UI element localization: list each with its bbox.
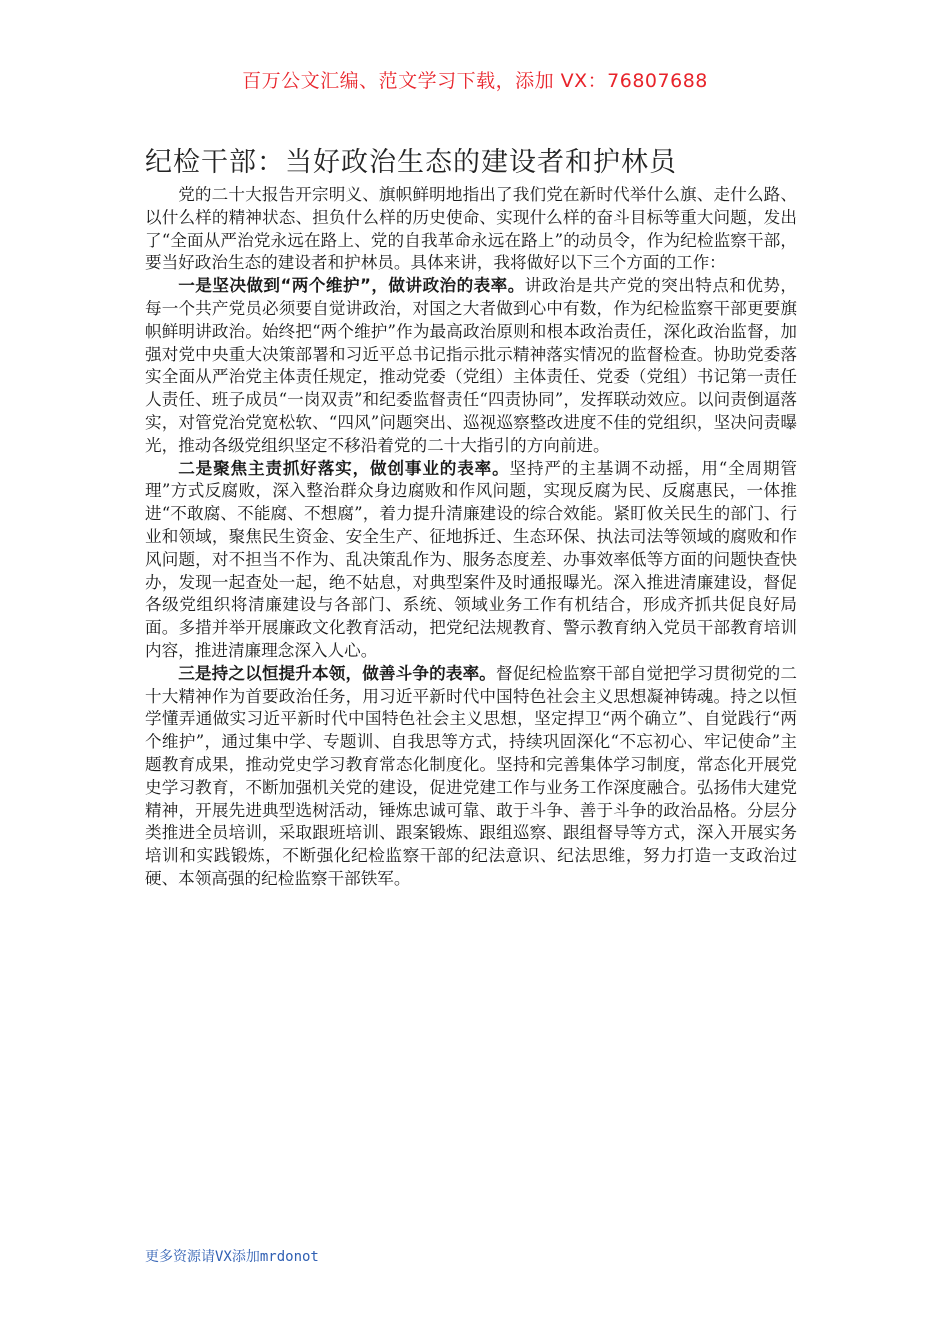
section-paragraph-3 — [145, 663, 797, 891]
intro-paragraph: 党的二十大报告开宗明义、旗帜鲜明地指出了我们党在新时代举什么旗、走什么路、以什么样的精神状态、担负什么样的历史使命、实现什么样的奋斗目标等重大问题，发出了“全面从严治党永远在路上、党的自我革命永远在路上”的动员令，作为纪检监察干部，要当好政治生态的建设者和护林员。具体来讲，我将做好以下三个方面的工作： — [145, 185, 797, 273]
section-heading-2: 二是聚焦主责抓好落实，做创事业的表率。 — [178, 458, 510, 478]
header-banner: 百万公文汇编、范文学习下载，添加 VX：76807688 — [242, 70, 708, 92]
footer-note: 更多资源请VX添加mrdonot — [145, 1249, 319, 1265]
section-text-3: 督促纪检监察干部自觉把学习贯彻党的二十大精神作为首要政治任务，用习近平新时代中国特色社会主义思想凝神铸魂。持之以恒学懂弄通做实习近平新时代中国特色社会主义思想，坚定捍卫“两个确立”、自觉践行“两个维护”，通过集中学、专题训、自我思等方式，持续巩固深化“不忘初心、牢记使命”主题教育成果，推动党史学习教育常态化制度化。坚持和完善集体学习制度，常态化开展党史学习教育，不断加强机关党的建设，促进党建工作与业务工作深度融合。弘扬伟大建党精神，开展先进典型选树活动，锤炼忠诚可靠、敢于斗争、善于斗争的政治品格。分层分类推进全员培训，采取跟班培训、跟案锻炼、跟组巡察、跟组督导等方式，深入开展实务培训和实践锻炼，不断强化纪检监察干部的纪法意识、纪法思维，努力打造一支政治过硬、本领高强的纪检监察干部铁军。 — [145, 663, 798, 888]
section-text-2: 坚持严的主基调不动摇，用“全周期管理”方式反腐败，深入整治群众身边腐败和作风问题，实现反腐为民、反腐惠民，一体推进“不敢腐、不能腐、不想腐”，着力提升清廉建设的综合效能。紧盯攸关民生的部门、行业和领域，聚焦民生资金、安全生产、征地拆迁、生态环保、执法司法等领域的腐败和作风问题，对不担当不作为、乱决策乱作为、服务态度差、办事效率低等方面的问题快查快办，发现一起查处一起，绝不姑息，对典型案件及时通报曝光。深入推进清廉建设，督促各级党组织将清廉建设与各部门、系统、领域业务工作有机结合，形成齐抓共促良好局面。多措并举开展廉政文化教育活动，把党纪法规教育、警示教育纳入党员干部教育培训内容，推进清廉理念深入人心。 — [145, 458, 798, 660]
section-text-1: 讲政治是共产党的突出特点和优势，每一个共产党员必须要自觉讲政治，对国之大者做到心中有数，作为纪检监察干部更要旗帜鲜明讲政治。始终把“两个维护”作为最高政治原则和根本政治责任，深化政治监督，加强对党中央重大决策部署和习近平总书记指示批示精神落实情况的监督检查。协助党委落实全面从严治党主体责任规定，推动党委（党组）主体责任、党委（党组）书记第一责任人责任、班子成员“一岗双责”和纪委监督责任“四责协同”，发挥联动效应。以问责倒逼落实，对管党治党宽松软、“四风”问题突出、巡视巡察整改进度不佳的党组织，坚决问责曝光，推动各级党组织坚定不移沿着党的二十大指引的方向前进。 — [145, 276, 798, 455]
section-heading-3: 三是持之以恒提升本领，做善斗争的表率。 — [178, 663, 497, 683]
section-paragraph-1 — [145, 275, 797, 457]
document-body — [145, 184, 797, 891]
document-title: 纪检干部：当好政治生态的建设者和护林员 — [145, 147, 677, 178]
section-paragraph-2 — [145, 458, 797, 663]
section-heading-1: 一是坚决做到“两个维护”，做讲政治的表率。 — [178, 276, 525, 296]
